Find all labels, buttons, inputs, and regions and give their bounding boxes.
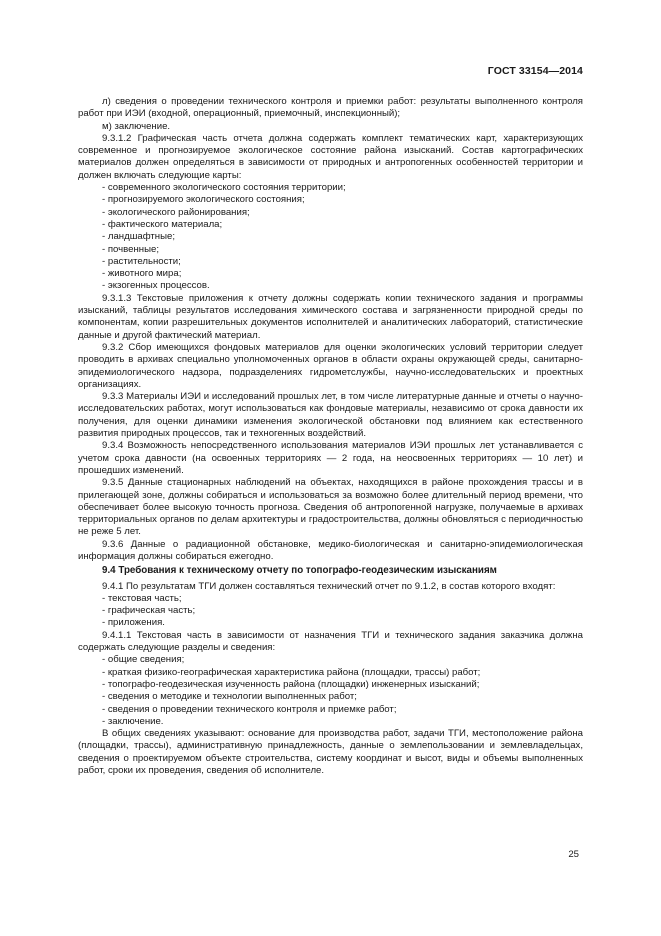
paragraph: 9.4.1 По результатам ТГИ должен составляться технический отчет по 9.1.2, в состав которого входят: — [102, 580, 556, 592]
paragraph: В общих сведениях указывают: основание для производства работ, задачи ТГИ, местоположение района (площадки, трассы), административную принадлежность, данные о землепользовании и землевладельцах, сведения о проектируемом объекте строительства, систему координат и высот, виды и объемы выполненных работ, сроки их проведения, сведения об исполнителе. — [78, 728, 583, 777]
list-item: - общие сведения; — [102, 654, 185, 666]
list-item: - почвенные; — [102, 243, 159, 255]
list-item: - животного мира; — [102, 268, 182, 280]
list-item: - фактического материала; — [102, 218, 223, 230]
list-item: - заключение. — [102, 715, 164, 727]
list-item: - приложения. — [102, 617, 165, 629]
paragraph: 9.3.1.3 Текстовые приложения к отчету должны содержать копии технического задания и программы изысканий, таблицы результатов исследования химического состава и загрязненности природной среды по компонентам, копии разрешительных документов исполнителей и аналитических лабораторий, статистические данные и другой фактический материал. — [78, 292, 583, 341]
list-item: - растительности; — [102, 255, 181, 267]
list-item: - ландшафтные; — [102, 231, 175, 243]
document-header: ГОСТ 33154—2014 — [487, 65, 583, 77]
bullet-list — [78, 654, 583, 728]
document-body — [78, 96, 583, 777]
list-item: - графическая часть; — [102, 605, 196, 617]
list-item: - краткая физико-географическая характеристика района (площадки, трассы) работ; — [102, 666, 481, 678]
paragraph: л) сведения о проведении технического контроля и приемки работ: результаты выполненного контроля работ при ИЭИ (входной, операционный, приемочный, инспекционный); — [78, 96, 583, 120]
paragraph: 9.3.4 Возможность непосредственного использования материалов ИЭИ прошлых лет устанавливается с учетом срока давности (на освоенных территориях — 2 года, на неосвоенных территориях — 10 лет) и прошедших изменений. — [78, 440, 583, 476]
list-item: - сведения о методике и технологии выполненных работ; — [102, 691, 357, 703]
paragraph: 9.3.2 Сбор имеющихся фондовых материалов для оценки экологических условий территории следует проводить в архивах специально уполномоченных органов в области охраны окружающей среды, санитарно-эпидемиологического надзора, подразделениях гидрометслужбы, научно-исследовательских и проектных организациях. — [78, 341, 583, 390]
paragraph: 9.3.5 Данные стационарных наблюдений на объектах, находящихся в районе прохождения трассы и в прилегающей зоне, должны собираться и использоваться за возможно более длительный период времени, что обеспечивает более высокую точность прогноза. Сведения об антропогенной нагрузке, получаемые в архивах территориальных органов по делам архитектуры и градостроительства, должны обновляться с периодичностью не реже 5 лет. — [78, 477, 583, 538]
list-item: - сведения о проведении технического контроля и приемке работ; — [102, 703, 397, 715]
list-item: - топографо-геодезическая изученность района (площадки) инженерных изысканий; — [102, 678, 480, 690]
paragraph: 9.3.1.2 Графическая часть отчета должна содержать комплект тематических карт, характеризующих современное и прогнозируемое экологическое состояние района изысканий. Состав картографических материалов должен определяться в зависимости от природных и антропогенных особенностей территории и должен включать следующие карты: — [78, 132, 583, 181]
list-item: - современного экологического состояния территории; — [102, 182, 346, 194]
section-heading: 9.4 Требования к техническому отчету по топографо-геодезическим изысканиям — [102, 565, 497, 577]
list-item: - текстовая часть; — [102, 592, 182, 604]
paragraph: 9.4.1.1 Текстовая часть в зависимости от назначения ТГИ и технического задания заказчика должна содержать следующие разделы и сведения: — [78, 629, 583, 654]
paragraph: 9.3.6 Данные о радиационной обстановке, медико-биологическая и санитарно-эпидемиологическая информация должны собираться ежегодно. — [78, 538, 583, 562]
list-item: - прогнозируемого экологического состояния; — [102, 194, 305, 206]
page-number: 25 — [568, 849, 579, 860]
list-item: - экологического районирования; — [102, 206, 250, 218]
list-item: - экзогенных процессов. — [102, 280, 210, 292]
list-item: м) заключение. — [102, 120, 171, 132]
bullet-list — [78, 182, 583, 293]
bullet-list — [78, 593, 583, 630]
paragraph: 9.3.3 Материалы ИЭИ и исследований прошлых лет, в том числе литературные данные и отчеты о научно-исследовательских работах, могут использоваться как фондовые материалы, независимо от срока давности их получения, для оценки динамики изменения экологической обстановки под влиянием как естественного развития природных процессов, так и техногенных воздействий. — [78, 391, 583, 440]
